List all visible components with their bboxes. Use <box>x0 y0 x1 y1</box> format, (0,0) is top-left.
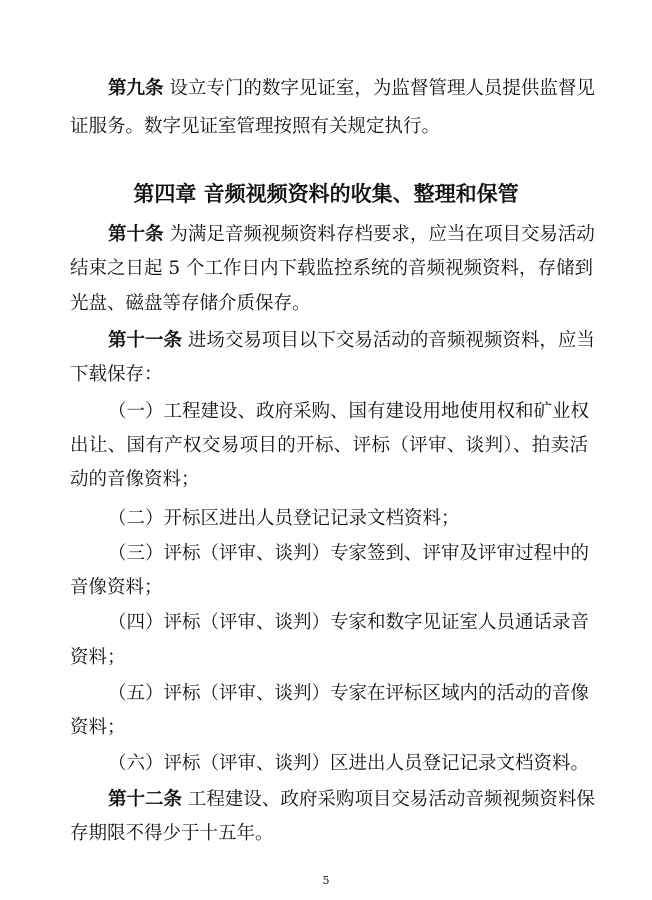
article-12-label: 第十二条 <box>108 789 183 810</box>
article-11-item-3-line-2: 音像资料； <box>70 577 163 598</box>
article-11-item-2-line-1: （二）开标区进出人员登记记录文档资料； <box>108 508 460 529</box>
article-11-item-5-line-2: 资料； <box>70 717 126 738</box>
article-11-item-1-line-2: 出让、国有产权交易项目的开标、评标（评审、谈判）、拍卖活 <box>70 435 588 456</box>
article-12-text-1: 工程建设、政府采购项目交易活动音频视频资料保 <box>187 789 595 810</box>
article-11-item-4-line-2: 资料； <box>70 647 126 668</box>
article-10-line-3: 光盘、磁盘等存储介质保存。 <box>70 293 311 314</box>
article-11-line-2: 下载保存： <box>70 364 163 385</box>
article-9-line-2: 证服务。数字见证室管理按照有关规定执行。 <box>70 116 441 137</box>
article-11-label: 第十一条 <box>108 330 183 351</box>
article-11-text-1: 进场交易项目以下交易活动的音频视频资料，应当 <box>187 330 595 351</box>
article-11-item-3-line-1: （三）评标（评审、谈判）专家签到、评审及评审过程中的 <box>108 543 590 564</box>
article-12-line-2: 存期限不得少于十五年。 <box>70 823 274 844</box>
article-11-item-5-line-1: （五）评标（评审、谈判）专家在评标区域内的活动的音像 <box>108 683 590 704</box>
chapter-4-heading: 第四章 音频视频资料的收集、整理和保管 <box>133 182 519 206</box>
article-9-text-1: 设立专门的数字见证室，为监督管理人员提供监督见 <box>169 78 595 99</box>
article-10-text-1: 为满足音频视频资料存档要求，应当在项目交易活动 <box>169 224 595 245</box>
article-12-line-1 <box>108 787 595 813</box>
article-10-line-2: 结束之日起 5 个工作日内下载监控系统的音频视频资料，存储到 <box>70 258 594 279</box>
article-11-item-1-line-3: 动的音像资料； <box>70 469 200 490</box>
article-9-label: 第九条 <box>108 78 164 99</box>
article-11-item-1-line-1: （一）工程建设、政府采购、国有建设用地使用权和矿业权 <box>108 401 590 422</box>
page-number: 5 <box>322 874 330 887</box>
article-11-item-6-line-1: （六）评标（评审、谈判）区进出人员登记记录文档资料。 <box>108 753 590 774</box>
article-10-label: 第十条 <box>108 224 164 245</box>
article-9-line-1 <box>108 76 595 102</box>
article-11-item-4-line-1: （四）评标（评审、谈判）专家和数字见证室人员通话录音 <box>108 612 590 633</box>
article-10-line-1 <box>108 222 595 248</box>
article-11-line-1 <box>108 328 595 354</box>
